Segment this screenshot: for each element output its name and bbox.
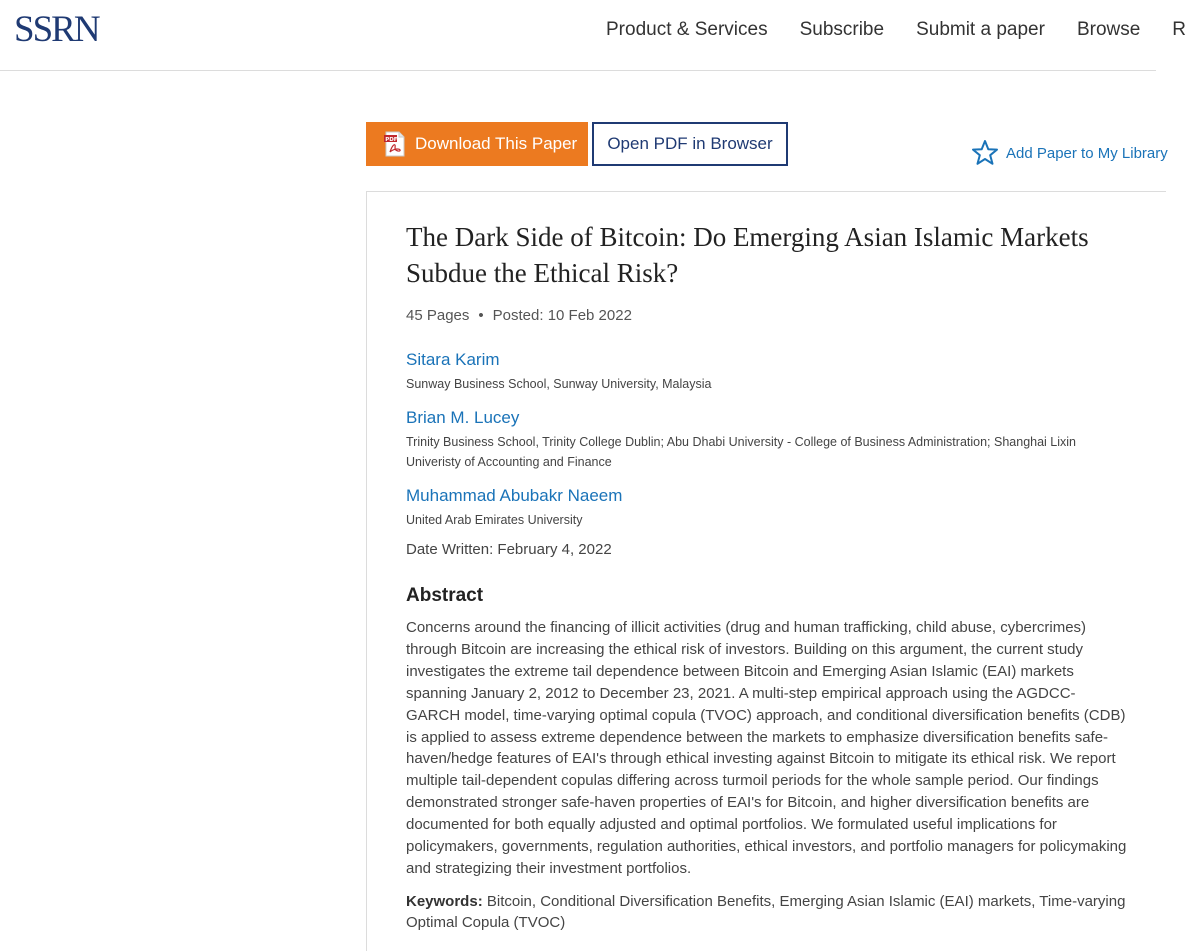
meta-separator: • bbox=[478, 307, 484, 324]
star-outline-icon bbox=[971, 139, 999, 167]
download-paper-button[interactable] bbox=[366, 122, 588, 166]
add-to-library-link[interactable] bbox=[971, 139, 1168, 167]
site-header bbox=[0, 0, 1187, 71]
author-link[interactable]: Muhammad Abubakr Naeem bbox=[406, 486, 623, 505]
page-count: 45 Pages bbox=[406, 307, 470, 324]
nav-subscribe[interactable]: Subscribe bbox=[799, 19, 885, 40]
download-paper-label: Download This Paper bbox=[415, 134, 578, 153]
abstract-heading: Abstract bbox=[406, 585, 484, 606]
keywords-label: Keywords: bbox=[406, 893, 483, 910]
nav-browse[interactable]: Browse bbox=[1076, 19, 1141, 40]
nav-item-truncated[interactable]: R bbox=[1172, 19, 1187, 40]
nav-product-services[interactable]: Product & Services bbox=[606, 19, 768, 40]
open-pdf-button[interactable] bbox=[592, 122, 788, 166]
date-written: Date Written: February 4, 2022 bbox=[406, 541, 612, 558]
abstract-text: Concerns around the financing of illicit activities (drug and human trafficking, child abuse, cybercrimes) through Bitcoin are increasing the ethical risk of investors. Building on this argument, the current study investigates the extreme tail dependence between Bitcoin and Emerging Asian Islamic (EAI) markets spanning January 2, 2012 to December 23, 2021. A multi-step empirical approach using the AGDCC-GARCH model, time-varying optimal copula (TVOC) approach, and conditional diversification benefits (CDB) is applied to assess extreme dependence between the markets to emphasize diversification benefits safe-haven/hedge features of EAI's through ethical investing against Bitcoin to mitigate its ethical risk. We report multiple tail-dependent copulas differing across turmoil periods for the whole sample period. Our findings demonstrated stronger safe-haven properties of EAI's for Bitcoin, and higher diversification benefits are documented for both equally adjusted and optimal portfolios. We formulated useful implications for policymakers, governments, regulation authorities, ethical investors, and portfolio managers for policymaking and strategizing their investment portfolios. bbox=[406, 619, 1127, 877]
open-pdf-label: Open PDF in Browser bbox=[607, 134, 773, 153]
author-affiliation: United Arab Emirates University bbox=[406, 513, 583, 527]
keywords-list: Bitcoin, Conditional Diversification Benefits, Emerging Asian Islamic (EAI) markets, Time-varying Optimal Copula (TVOC) bbox=[406, 893, 1126, 931]
ssrn-logo[interactable]: SSRN bbox=[14, 9, 99, 50]
posted-date: Posted: 10 Feb 2022 bbox=[492, 307, 632, 324]
author-affiliation: Sunway Business School, Sunway University, Malaysia bbox=[406, 377, 712, 391]
author-affiliation: Trinity Business School, Trinity College Dublin; Abu Dhabi University - College of Business Administration; Shanghai Lixin Univeristy of Accounting and Finance bbox=[406, 435, 1077, 469]
paper-meta bbox=[406, 307, 632, 324]
author-link[interactable]: Brian M. Lucey bbox=[406, 408, 520, 427]
pdf-file-icon bbox=[384, 131, 406, 157]
paper-title: The Dark Side of Bitcoin: Do Emerging Asian Islamic Markets Subdue the Ethical Risk? bbox=[406, 222, 1089, 288]
svg-text:PDF: PDF bbox=[385, 136, 398, 143]
keywords bbox=[406, 891, 1126, 933]
main-nav bbox=[590, 0, 1202, 60]
author-link[interactable]: Sitara Karim bbox=[406, 350, 500, 369]
nav-submit-paper[interactable]: Submit a paper bbox=[916, 19, 1045, 40]
add-to-library-label: Add Paper to My Library bbox=[1006, 144, 1168, 162]
